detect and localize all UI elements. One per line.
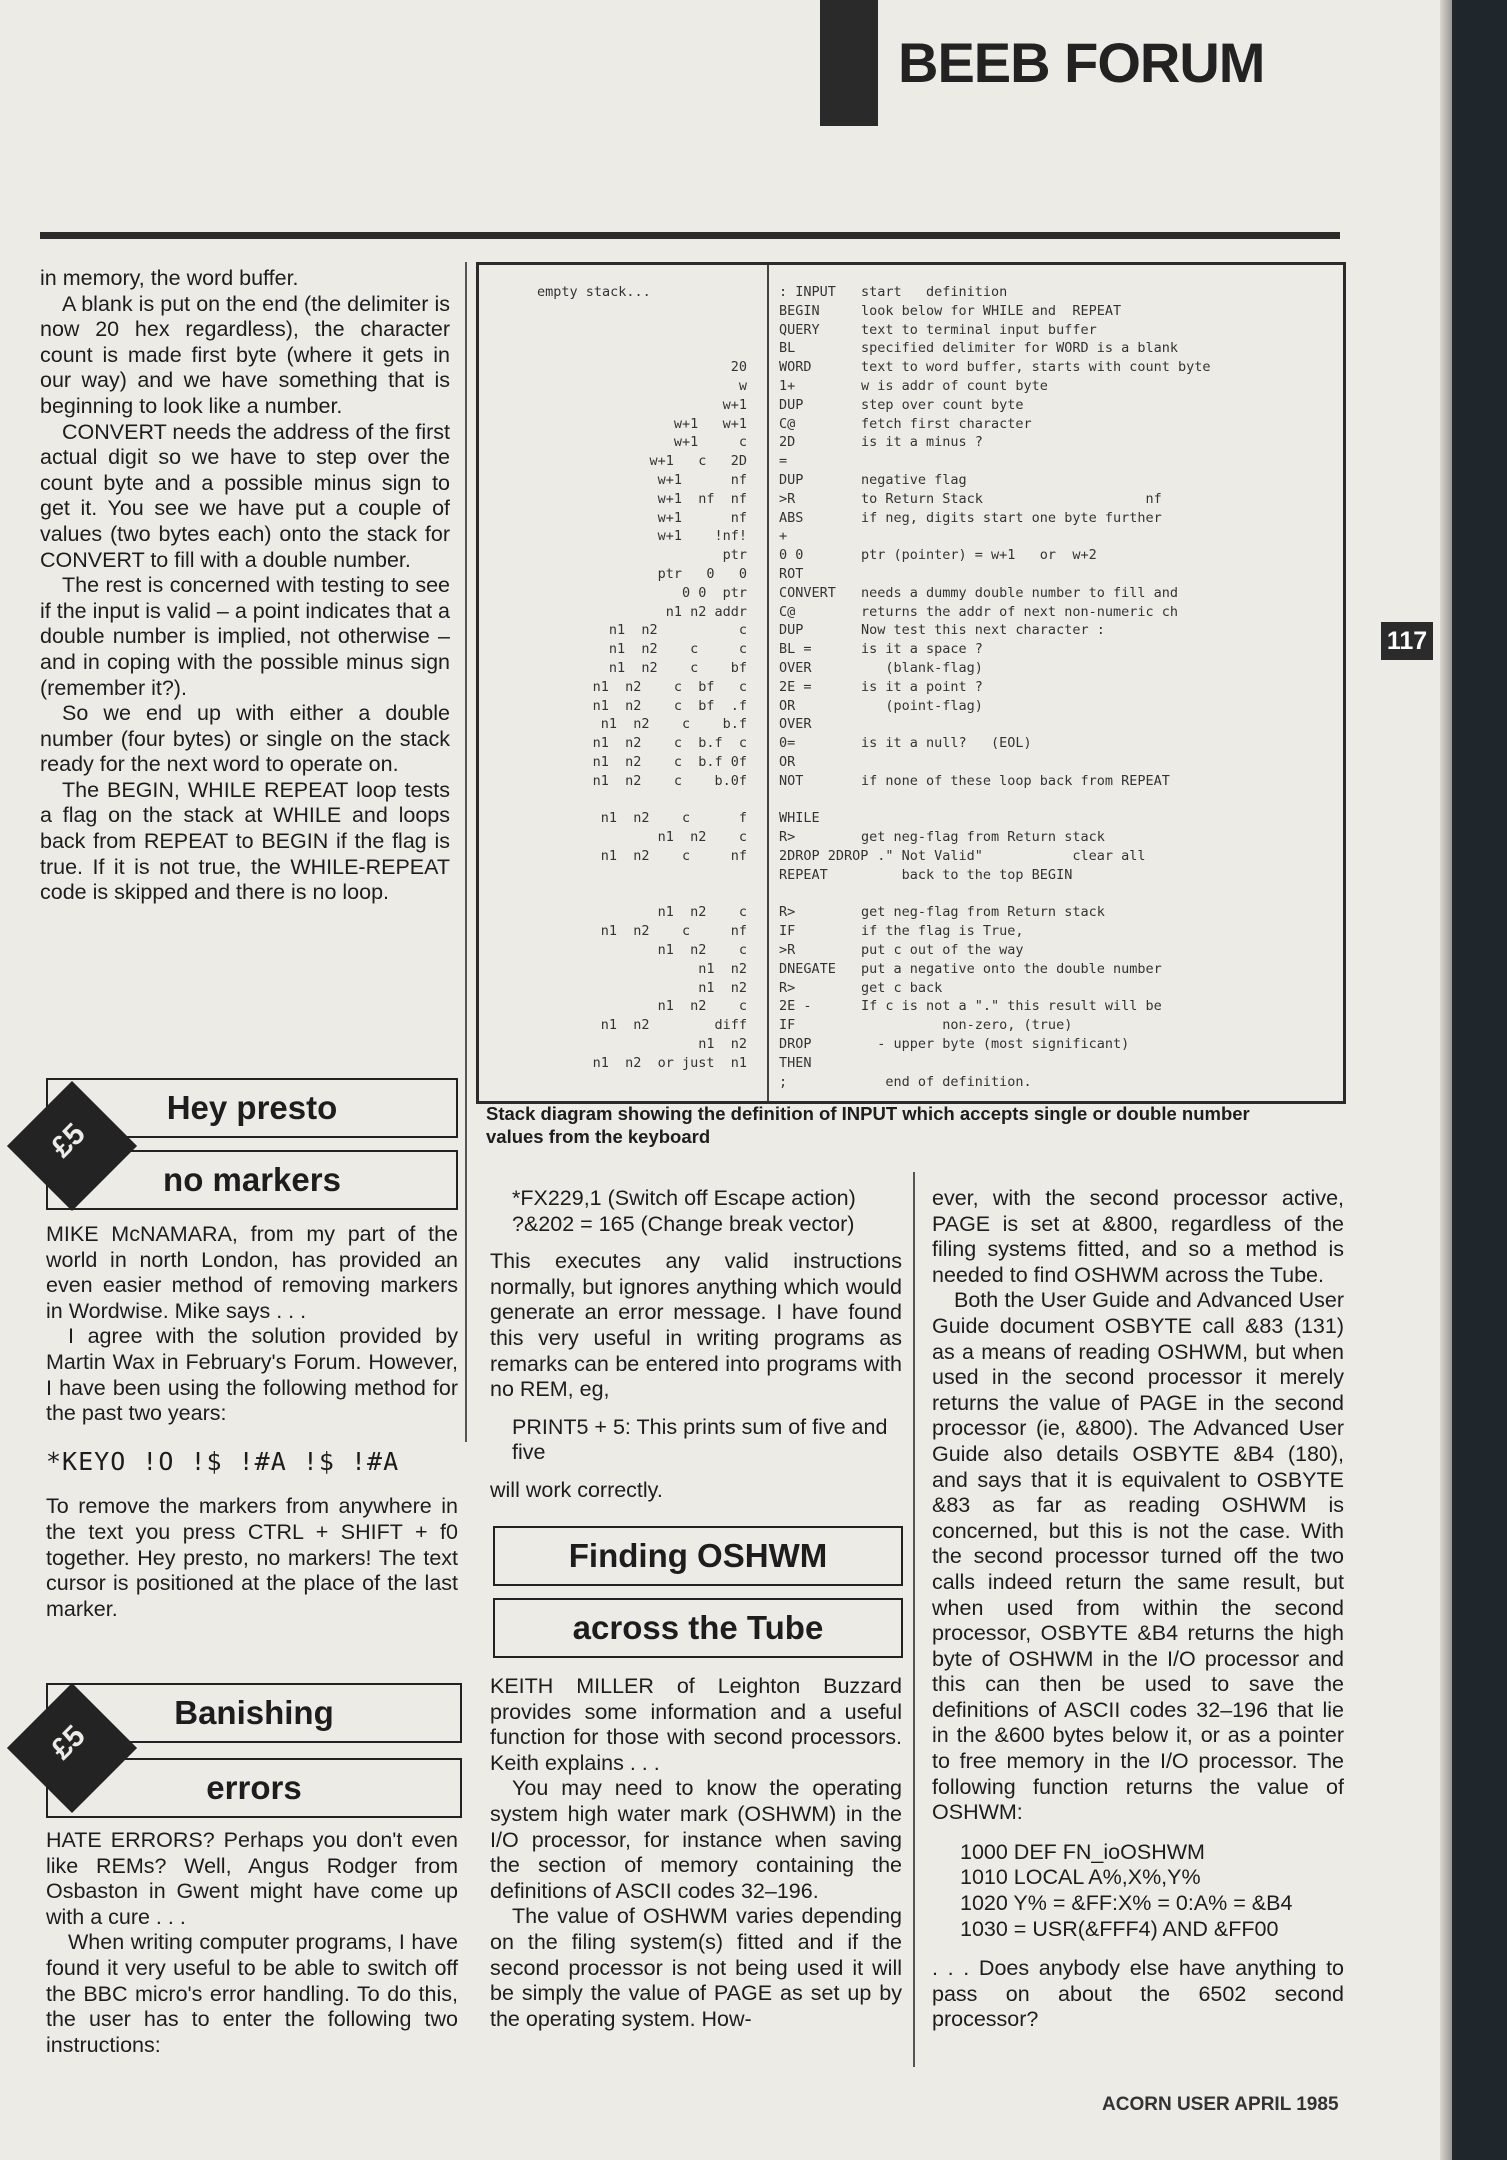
example-line: PRINT5 + 5: This prints sum of five and five [512, 1414, 888, 1465]
diagram-comment: Now test this next character : [861, 622, 1105, 639]
stack-cell: n1 n2 c b.0f [592, 772, 747, 789]
stack-column [479, 265, 767, 1101]
diagram-comment: if none of these loop back from REPEAT [861, 772, 1170, 789]
prize-badge-label: £5 [44, 1719, 92, 1767]
column-divider [913, 1172, 915, 2067]
forth-word: DUP [779, 622, 804, 639]
stack-cell: n1 n2 c nf [600, 923, 747, 940]
stack-cell: n1 n2 c [657, 942, 747, 958]
forth-word: CONVERT [779, 584, 836, 601]
paragraph: Both the User Guide and Advanced User Guide document OSBYTE call &83 (131) as a means of reading OSHWM, but when used in the second processor it merely returns the value of PAGE in the second processor (ie, &800). The Advanced User Guide also details OSBYTE &B4 (180), and says that it is equivalent to OSBYTE &83 as far as reading OSHWM is concerned, but this is not the case. With the second processor turned off the two calls indeed return the same result, but when used from within the second processor, OSBYTE &B4 returns the high byte of OSHWM in the I/O processor and this can then be used to save the definitions of ASCII codes 32–196 that lie in the &600 bytes below it, or as a pointer to free memory in the I/O processor. The following function returns the value of OSHWM: [932, 1288, 1344, 1825]
diagram-comment: text to terminal input buffer [861, 321, 1097, 338]
forth-word: 1+ [779, 378, 796, 394]
stack-cell: w+1 nf nf [657, 490, 747, 507]
prize-badge-label: £5 [44, 1117, 92, 1165]
forth-word: R> [779, 979, 796, 996]
code-line: 1000 DEF FN_ioOSHWM [960, 1839, 1205, 1864]
forth-word: WORD [779, 359, 812, 376]
forth-word: C@ [779, 415, 796, 432]
stack-cell: ptr [722, 547, 747, 564]
stack-diagram [476, 262, 1346, 1104]
paragraph: A blank is put on the end (the delimiter is now 20 hex regardless), the character count is made first byte (where it gets in our way) and we have something that is beginning to look like a number. [40, 291, 450, 418]
stack-cell: n1 n2 c b.f c [592, 735, 747, 752]
banishing-text [46, 1828, 458, 2058]
page-edge [1452, 0, 1507, 2160]
forth-word: 0 0 [779, 547, 804, 564]
forth-word: + [779, 528, 788, 545]
page-number: 117 [1381, 622, 1433, 660]
diagram-comment: step over count byte [861, 396, 1024, 413]
code-line: *FX229,1 (Switch off Escape action) [512, 1186, 856, 1210]
forth-word: C@ [779, 603, 796, 620]
paragraph: To remove the markers from anywhere in the text you press CTRL + SHIFT + f0 together. Hey presto, no markers! The text cursor is positioned at the place of the last marker. [46, 1494, 458, 1621]
forth-word: >R [779, 490, 796, 507]
diagram-comment: if neg, digits start one byte further [861, 509, 1162, 526]
code-line: ?&202 = 165 (Change break vector) [512, 1211, 855, 1236]
forth-word: 0= [779, 735, 796, 752]
stack-cell: n1 n2 c f [600, 810, 747, 827]
paragraph: When writing computer programs, I have found it very useful to be able to switch off the BBC micro's error handling. To do this, the user has to enter the following two instructions: [46, 1930, 458, 2057]
stack-cell: n1 n2 [698, 960, 747, 977]
section-title: Finding OSHWM [493, 1526, 903, 1586]
forth-word: = [779, 453, 788, 470]
right-column-text [932, 1186, 1344, 2033]
forth-word: 2D [779, 434, 796, 451]
diagram-comment: back to the top BEGIN [861, 866, 1073, 883]
forth-word: BEGIN [779, 302, 820, 319]
paragraph: So we end up with either a double number (four bytes) or single on the stack ready for the next word to operate on. [40, 701, 450, 777]
paragraph: MIKE McNAMARA, from my part of the world in north London, has provided an even easier method of removing markers in Wordwise. Mike says . . . [46, 1222, 458, 1323]
diagram-comment: to Return Stack nf [861, 490, 1162, 507]
stack-cell: 20 [730, 359, 747, 376]
forth-word: OR [779, 754, 796, 770]
diagram-comment: if the flag is True, [861, 923, 1024, 940]
paragraph: I agree with the solution provided by Martin Wax in February's Forum. However, I have been using the following method for the past two years: [46, 1324, 458, 1426]
forth-word: OVER [779, 660, 812, 676]
paragraph: . . . Does anybody else have anything to pass on about the 6502 second processor? [932, 1956, 1344, 2032]
paragraph: HATE ERRORS? Perhaps you don't even like REMs? Well, Angus Rodger from Osbaston in Gwent might have come up with a cure . . . [46, 1828, 458, 1929]
diagram-comment: put a negative onto the double number [861, 960, 1162, 977]
paragraph: This executes any valid instructions normally, but ignores anything which would generate an error message. I have found this very useful in writing programs as remarks can be entered into programs with no REM, eg, [490, 1249, 902, 1402]
forth-word: DROP [779, 1036, 812, 1052]
paragraph: KEITH MILLER of Leighton Buzzard provides some information and a useful function for those with second processors. Keith explains . . . [490, 1674, 902, 1775]
paragraph: ever, with the second processor active, PAGE is set at &800, regardless of the filing systems fitted, and so a method is needed to find OSHWM across the Tube. [932, 1186, 1344, 1287]
stack-cell: w+1 c [673, 434, 747, 451]
stack-cell: n1 n2 or just n1 [592, 1054, 747, 1071]
section-title: no markers [46, 1150, 458, 1210]
code-line: *KEYO !O !$ !#A !$ !#A [46, 1446, 400, 1476]
comments-column [861, 265, 1331, 1101]
diagram-comment: negative flag [861, 472, 967, 488]
diagram-comment: - upper byte (most significant) [861, 1036, 1130, 1052]
forth-word: BL [779, 340, 796, 357]
header-rule [40, 232, 1340, 239]
forth-word: BL = [779, 641, 812, 658]
stack-cell: n1 n2 c bf [608, 660, 747, 676]
stack-cell: n1 n2 c b.f [600, 716, 747, 733]
stack-cell: n1 n2 [698, 1036, 747, 1052]
paragraph: CONVERT needs the address of the first actual digit so we have to step over the count byte and a possible minus sign to get it. You see we have put a couple of values (two bytes each) onto the stack for CONVERT to fill with a double number. [40, 419, 450, 572]
diagram-comment: text to word buffer, starts with count byte [861, 359, 1211, 376]
forth-word: IF [779, 923, 796, 940]
diagram-caption: Stack diagram showing the definition of INPUT which accepts single or double number values from the keyboard [486, 1103, 1250, 1147]
forth-word: REPEAT [779, 866, 828, 883]
diagram-comment: is it a space ? [861, 641, 983, 658]
code-line: 1010 LOCAL A%,X%,Y% [960, 1865, 1201, 1890]
section-title: errors [46, 1758, 462, 1818]
forth-word: DUP [779, 472, 804, 488]
stack-cell: n1 n2 c [657, 998, 747, 1015]
forth-word: QUERY [779, 321, 820, 338]
diagram-comment: (point-flag) [861, 697, 983, 714]
diagram-comment: put c out of the way [861, 942, 1024, 958]
diagram-comment: specified delimiter for WORD is a blank [861, 340, 1178, 357]
diagram-comment: get neg-flag from Return stack [861, 904, 1105, 921]
stack-cell: n1 n2 c b.f 0f [592, 754, 747, 770]
paragraph: The BEGIN, WHILE REPEAT loop tests a flag on the stack at WHILE and loops back from REPEAT to BEGIN if the flag is true. If it is not true, the WHILE-REPEAT code is skipped and there is no loop. [40, 777, 450, 905]
middle-column-text [490, 1186, 902, 1504]
diagram-comment: is it a minus ? [861, 434, 983, 451]
stack-cell: n1 n2 c [657, 904, 747, 921]
forth-word: WHILE [779, 810, 820, 827]
stack-cell: n1 n2 addr [665, 603, 747, 620]
paragraph: will work correctly. [490, 1477, 663, 1502]
paragraph: You may need to know the operating system high water mark (OSHWM) in the I/O processor, for instance when saving the section of memory containing the definitions of ASCII codes 32–196. [490, 1776, 902, 1903]
diagram-comment: get c back [861, 979, 943, 996]
paragraph: in memory, the word buffer. [40, 266, 299, 290]
forth-word: R> [779, 904, 796, 921]
stack-cell: w+1 c 2D [649, 453, 747, 470]
diagram-comment: is it a null? (EOL) [861, 735, 1032, 752]
column-divider [465, 262, 467, 1442]
stack-cell: n1 n2 c bf c [592, 678, 747, 695]
section-title: Banishing [46, 1683, 462, 1743]
diagram-comment: get neg-flag from Return stack [861, 829, 1105, 846]
stack-cell: empty stack... [537, 284, 651, 300]
code-block [932, 1840, 1344, 1942]
forth-word: ; [779, 1073, 788, 1090]
stack-cell: ptr 0 0 [657, 566, 747, 582]
stack-cell: w+1 w+1 [673, 415, 747, 432]
stack-cell: 0 0 ptr [681, 584, 747, 601]
diagram-comment: end of definition. [861, 1073, 1032, 1090]
forth-word: : INPUT [779, 284, 836, 300]
forth-word: >R [779, 942, 796, 958]
stack-cell: n1 n2 c [608, 622, 747, 639]
forth-word: THEN [779, 1054, 812, 1071]
forth-word: DUP [779, 396, 804, 413]
masthead: BEEB FORUM [898, 31, 1265, 94]
diagram-comment: returns the addr of next non-numeric ch [861, 603, 1178, 620]
diagram-separator [767, 265, 769, 1101]
diagram-comment: w is addr of count byte [861, 378, 1048, 394]
stack-cell: w+1 nf [657, 509, 747, 526]
hey-presto-text [46, 1222, 458, 1622]
stack-cell: n1 n2 [698, 979, 747, 996]
forth-word: 2E - [779, 998, 812, 1015]
forth-word: IF [779, 1017, 796, 1034]
header-bar [820, 0, 878, 126]
diagram-comment: non-zero, (true) [861, 1017, 1073, 1034]
forth-word: NOT [779, 772, 804, 789]
forth-word: ABS [779, 509, 804, 526]
forth-word: 2DROP 2DROP [779, 848, 869, 864]
forth-word: R> [779, 829, 796, 846]
footer: ACORN USER APRIL 1985 [1102, 2094, 1339, 2115]
diagram-comment: needs a dummy double number to fill and [861, 584, 1178, 601]
section-title: across the Tube [493, 1598, 903, 1658]
forth-word: OVER [779, 716, 812, 733]
forth-word: 2E = [779, 678, 812, 695]
forth-word: ROT [779, 566, 804, 582]
section-title: Hey presto [46, 1078, 458, 1138]
diagram-comment: start definition [861, 284, 1008, 300]
stack-cell: n1 n2 c bf .f [592, 697, 747, 714]
left-column-text [40, 266, 450, 906]
stack-cell: n1 n2 c [657, 829, 747, 846]
diagram-comment: (blank-flag) [861, 660, 983, 676]
diagram-comment: fetch first character [861, 415, 1032, 432]
diagram-comment: look below for WHILE and REPEAT [861, 302, 1122, 319]
stack-cell: n1 n2 diff [600, 1017, 747, 1034]
stack-cell: w+1 nf [657, 472, 747, 488]
diagram-comment: is it a point ? [861, 678, 983, 695]
oshwm-text [490, 1674, 902, 2032]
forth-word: DNEGATE [779, 960, 836, 977]
diagram-comment: ." Not Valid" clear all [861, 848, 1146, 864]
diagram-comment: ptr (pointer) = w+1 or w+2 [861, 547, 1097, 564]
forth-word: OR [779, 697, 796, 714]
stack-cell: n1 n2 c c [608, 641, 747, 658]
stack-cell: n1 n2 c nf [600, 848, 747, 864]
diagram-comment: If c is not a "." this result will be [861, 998, 1162, 1015]
paragraph: The value of OSHWM varies depending on the filing system(s) fitted and if the second processor is not being used it will be simply the value of PAGE as set up by the operating system. How- [490, 1904, 902, 2031]
code-line: 1030 = USR(&FFF4) AND &FF00 [960, 1916, 1279, 1941]
code-line: 1020 Y% = &FF:X% = 0:A% = &B4 [960, 1891, 1293, 1916]
stack-cell: w+1 [722, 396, 747, 413]
paragraph: The rest is concerned with testing to see if the input is valid – a point indicates that a double number is implied, not otherwise – and in coping with the possible minus sign (remember it?). [40, 573, 450, 700]
stack-cell: w+1 !nf! [657, 528, 747, 545]
stack-cell: w [738, 378, 747, 394]
